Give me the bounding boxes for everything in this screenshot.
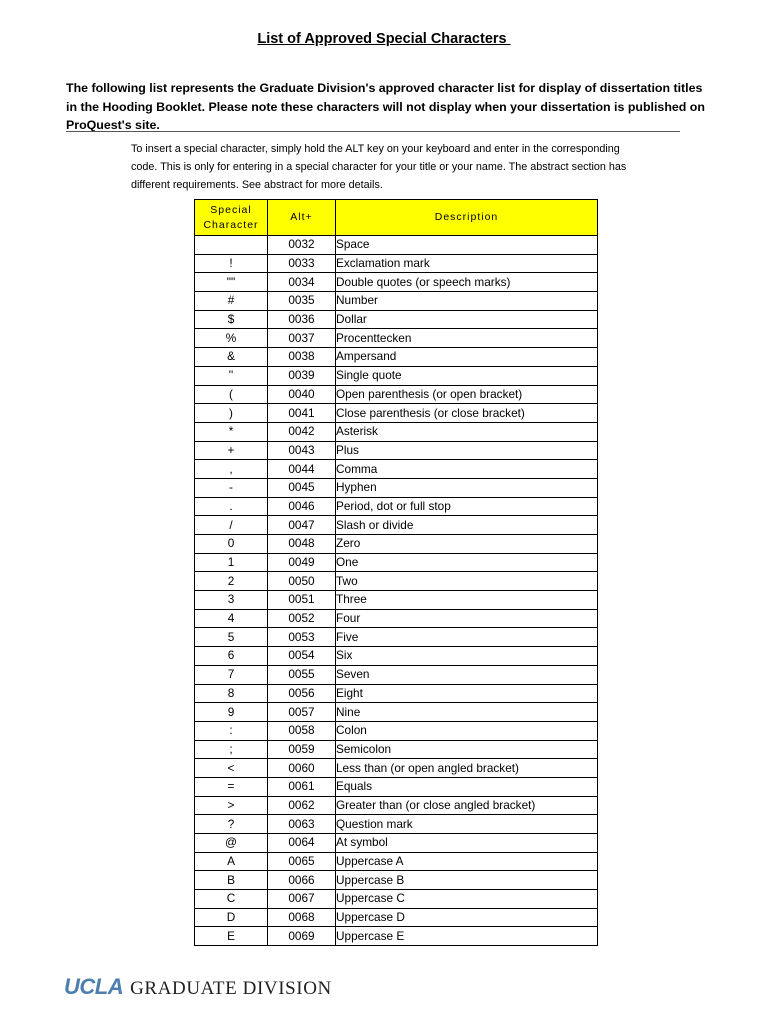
- table-row: [195, 834, 598, 853]
- description-cell: Procenttecken: [336, 329, 598, 348]
- description-cell: Asterisk: [336, 422, 598, 441]
- special-character-cell: :: [195, 721, 268, 740]
- alt-code-cell: 0048: [268, 535, 336, 554]
- table-row: [195, 348, 598, 367]
- description-cell: Uppercase E: [336, 927, 598, 946]
- alt-code-cell: 0035: [268, 292, 336, 311]
- alt-code-cell: 0039: [268, 366, 336, 385]
- special-character-cell: ,: [195, 460, 268, 479]
- special-character-cell: 0: [195, 535, 268, 554]
- description-cell: Greater than (or close angled bracket): [336, 796, 598, 815]
- description-cell: Hyphen: [336, 478, 598, 497]
- alt-code-cell: 0036: [268, 310, 336, 329]
- description-cell: Zero: [336, 535, 598, 554]
- description-cell: Nine: [336, 703, 598, 722]
- table-row: [195, 329, 598, 348]
- alt-code-cell: 0034: [268, 273, 336, 292]
- description-cell: Dollar: [336, 310, 598, 329]
- header-special-character: [195, 200, 268, 236]
- table-row: [195, 553, 598, 572]
- instructions-line: code. This is only for entering in a special character for your title or your name. The abstract section has: [131, 161, 627, 174]
- instructions-line: different requirements. See abstract for more details.: [131, 179, 383, 192]
- alt-code-cell: 0056: [268, 684, 336, 703]
- table-row: [195, 871, 598, 890]
- special-character-cell: *: [195, 422, 268, 441]
- table-row: [195, 422, 598, 441]
- alt-code-cell: 0068: [268, 908, 336, 927]
- special-character-cell: +: [195, 441, 268, 460]
- description-cell: Eight: [336, 684, 598, 703]
- description-cell: Four: [336, 609, 598, 628]
- alt-code-cell: 0042: [268, 422, 336, 441]
- table-row: [195, 516, 598, 535]
- alt-code-cell: 0051: [268, 591, 336, 610]
- description-cell: Number: [336, 292, 598, 311]
- description-cell: Exclamation mark: [336, 254, 598, 273]
- alt-code-cell: 0061: [268, 777, 336, 796]
- table-row: [195, 236, 598, 255]
- intro-line: in the Hooding Booklet. Please note these characters will not display when your dissertation is published on: [66, 99, 705, 114]
- special-character-cell: E: [195, 927, 268, 946]
- alt-code-cell: 0038: [268, 348, 336, 367]
- header-description: Description: [336, 200, 598, 236]
- description-cell: Close parenthesis (or close bracket): [336, 404, 598, 423]
- table-row: [195, 441, 598, 460]
- instructions-paragraph: [131, 140, 676, 195]
- special-character-cell: 8: [195, 684, 268, 703]
- page-title: List of Approved Special Characters: [257, 31, 511, 47]
- table-row: [195, 273, 598, 292]
- description-cell: Six: [336, 647, 598, 666]
- description-cell: Ampersand: [336, 348, 598, 367]
- table-row: [195, 535, 598, 554]
- table-row: [195, 460, 598, 479]
- description-cell: Slash or divide: [336, 516, 598, 535]
- alt-code-cell: 0066: [268, 871, 336, 890]
- description-cell: Less than (or open angled bracket): [336, 759, 598, 778]
- alt-code-cell: 0065: [268, 852, 336, 871]
- logo-ucla-wordmark: UCLA: [64, 974, 124, 999]
- description-cell: Question mark: [336, 815, 598, 834]
- table-row: [195, 310, 598, 329]
- table-row: [195, 684, 598, 703]
- alt-code-cell: 0037: [268, 329, 336, 348]
- table-row: [195, 478, 598, 497]
- special-character-cell: $: [195, 310, 268, 329]
- alt-code-cell: 0047: [268, 516, 336, 535]
- special-character-cell: #: [195, 292, 268, 311]
- special-character-cell: 3: [195, 591, 268, 610]
- special-character-cell: 5: [195, 628, 268, 647]
- table-row: [195, 796, 598, 815]
- alt-code-cell: 0067: [268, 890, 336, 909]
- description-cell: Plus: [336, 441, 598, 460]
- special-character-cell: >: [195, 796, 268, 815]
- special-character-cell: 7: [195, 665, 268, 684]
- table-row: [195, 777, 598, 796]
- table-row: [195, 815, 598, 834]
- description-cell: Colon: [336, 721, 598, 740]
- special-character-cell: ?: [195, 815, 268, 834]
- divider: [66, 131, 680, 132]
- special-character-cell: 1: [195, 553, 268, 572]
- description-cell: Open parenthesis (or open bracket): [336, 385, 598, 404]
- description-cell: Uppercase A: [336, 852, 598, 871]
- table-row: [195, 852, 598, 871]
- table-row: [195, 721, 598, 740]
- description-cell: Two: [336, 572, 598, 591]
- table-row: [195, 591, 598, 610]
- special-character-cell: =: [195, 777, 268, 796]
- intro-line: ProQuest's site.: [66, 118, 160, 132]
- alt-code-cell: 0060: [268, 759, 336, 778]
- alt-code-cell: 0058: [268, 721, 336, 740]
- alt-code-cell: 0069: [268, 927, 336, 946]
- description-cell: Uppercase D: [336, 908, 598, 927]
- special-character-cell: A: [195, 852, 268, 871]
- table-row: [195, 385, 598, 404]
- description-cell: At symbol: [336, 834, 598, 853]
- table-row: [195, 366, 598, 385]
- special-character-cell: D: [195, 908, 268, 927]
- description-cell: Semicolon: [336, 740, 598, 759]
- special-character-cell: -: [195, 478, 268, 497]
- alt-code-cell: 0041: [268, 404, 336, 423]
- table-row: [195, 404, 598, 423]
- alt-code-cell: 0054: [268, 647, 336, 666]
- table-body: [195, 236, 598, 946]
- table-row: [195, 703, 598, 722]
- alt-code-cell: 0064: [268, 834, 336, 853]
- alt-code-cell: 0043: [268, 441, 336, 460]
- special-character-cell: @: [195, 834, 268, 853]
- alt-code-cell: 0049: [268, 553, 336, 572]
- table-row: [195, 628, 598, 647]
- special-character-cell: ;: [195, 740, 268, 759]
- table-row: [195, 572, 598, 591]
- description-cell: Single quote: [336, 366, 598, 385]
- alt-code-cell: 0032: [268, 236, 336, 255]
- description-cell: Uppercase B: [336, 871, 598, 890]
- special-character-cell: C: [195, 890, 268, 909]
- intro-line: The following list represents the Graduate Division's approved character list for display of dissertation titles: [66, 81, 703, 95]
- table-row: [195, 927, 598, 946]
- special-character-cell: &: [195, 348, 268, 367]
- description-cell: Seven: [336, 665, 598, 684]
- special-character-cell: 9: [195, 703, 268, 722]
- special-character-cell: "": [195, 273, 268, 292]
- header-alt-code: Alt+: [268, 200, 336, 236]
- description-cell: Comma: [336, 460, 598, 479]
- special-character-cell: ): [195, 404, 268, 423]
- description-cell: Uppercase C: [336, 890, 598, 909]
- special-character-cell: .: [195, 497, 268, 516]
- alt-code-cell: 0033: [268, 254, 336, 273]
- table-row: [195, 254, 598, 273]
- table-row: [195, 647, 598, 666]
- alt-code-cell: 0053: [268, 628, 336, 647]
- description-cell: Space: [336, 236, 598, 255]
- table-row: [195, 665, 598, 684]
- intro-paragraph: [66, 79, 705, 135]
- special-character-cell: <: [195, 759, 268, 778]
- header-special-character-line2: Character: [203, 218, 259, 231]
- special-character-cell: 4: [195, 609, 268, 628]
- table-row: [195, 890, 598, 909]
- description-cell: Three: [336, 591, 598, 610]
- logo-graduate-division: GRADUATE DIVISION: [130, 978, 332, 999]
- special-character-cell: 6: [195, 647, 268, 666]
- special-characters-table: [194, 199, 598, 946]
- special-character-cell: !: [195, 254, 268, 273]
- description-cell: Double quotes (or speech marks): [336, 273, 598, 292]
- special-character-cell: [195, 236, 268, 255]
- table-row: [195, 292, 598, 311]
- alt-code-cell: 0059: [268, 740, 336, 759]
- instructions-line: To insert a special character, simply hold the ALT key on your keyboard and enter in the corresponding: [131, 143, 620, 155]
- alt-code-cell: 0057: [268, 703, 336, 722]
- special-character-cell: (: [195, 385, 268, 404]
- description-cell: Period, dot or full stop: [336, 497, 598, 516]
- table-row: [195, 740, 598, 759]
- alt-code-cell: 0063: [268, 815, 336, 834]
- table-row: [195, 759, 598, 778]
- special-character-cell: '': [195, 366, 268, 385]
- alt-code-cell: 0050: [268, 572, 336, 591]
- alt-code-cell: 0046: [268, 497, 336, 516]
- table-header-row: [195, 200, 598, 236]
- table-row: [195, 497, 598, 516]
- alt-code-cell: 0045: [268, 478, 336, 497]
- header-special-character-line1: Special: [210, 203, 252, 216]
- special-character-cell: /: [195, 516, 268, 535]
- description-cell: Five: [336, 628, 598, 647]
- table-row: [195, 908, 598, 927]
- alt-code-cell: 0052: [268, 609, 336, 628]
- special-character-cell: 2: [195, 572, 268, 591]
- special-character-cell: B: [195, 871, 268, 890]
- description-cell: Equals: [336, 777, 598, 796]
- table-row: [195, 609, 598, 628]
- special-character-cell: %: [195, 329, 268, 348]
- alt-code-cell: 0062: [268, 796, 336, 815]
- alt-code-cell: 0044: [268, 460, 336, 479]
- ucla-graduate-division-logo: [64, 974, 332, 1000]
- alt-code-cell: 0055: [268, 665, 336, 684]
- description-cell: One: [336, 553, 598, 572]
- alt-code-cell: 0040: [268, 385, 336, 404]
